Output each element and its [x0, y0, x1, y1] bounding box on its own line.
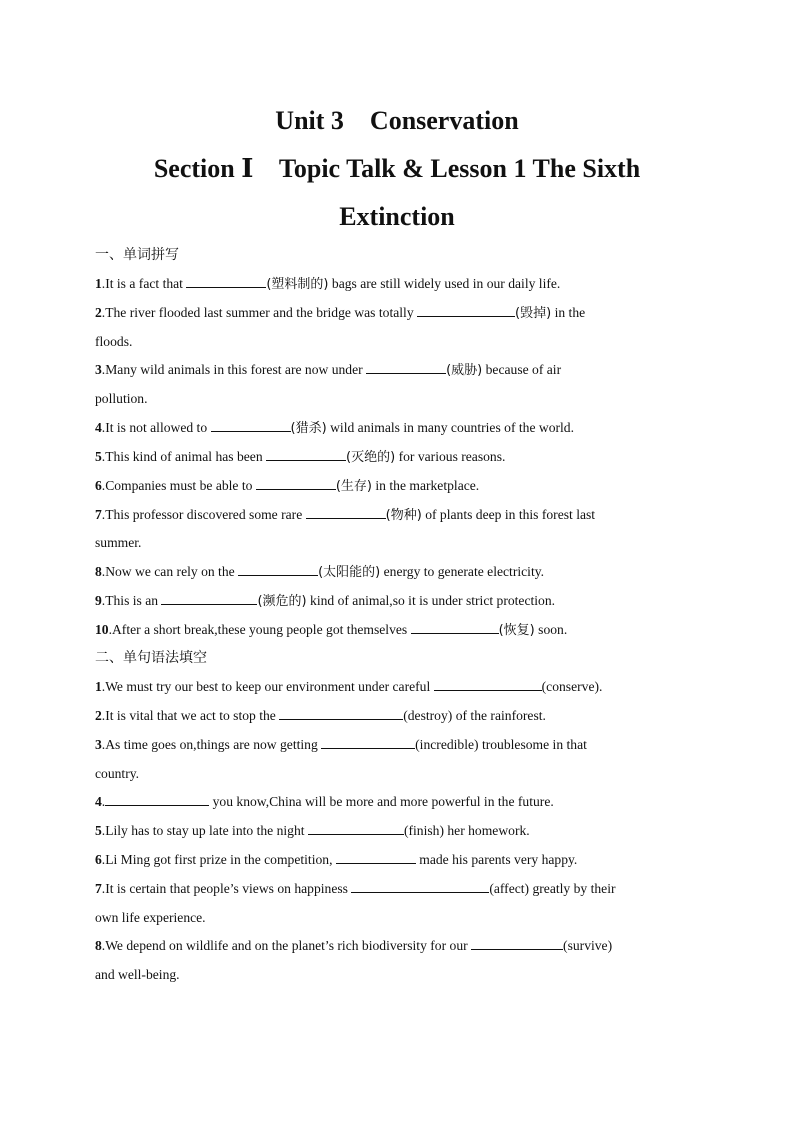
question-number: 7 — [95, 507, 102, 522]
question-hint: (生存) — [335, 479, 372, 494]
part2-question-5 — [95, 821, 695, 841]
part1-question-9 — [95, 591, 695, 612]
answer-blank[interactable] — [211, 418, 291, 432]
question-number: 6 — [95, 478, 102, 493]
question-number: 6 — [95, 852, 102, 867]
question-text: of plants deep in this forest last — [421, 507, 596, 522]
question-text: .This is an — [101, 593, 162, 608]
answer-blank[interactable] — [471, 936, 563, 950]
question-text: you know,China will be more and more powerful in the future. — [209, 794, 554, 809]
question-hint: (灭绝的) — [346, 450, 396, 465]
part2-question-8 — [95, 936, 695, 956]
question-text: energy to generate electricity. — [380, 564, 545, 579]
question-hint: (毁掉) — [515, 306, 552, 321]
answer-blank[interactable] — [161, 591, 257, 605]
part2-question-8-cont: and well-being. — [95, 967, 180, 982]
question-hint: (塑料制的) — [266, 277, 329, 292]
answer-blank[interactable] — [308, 821, 404, 835]
question-text: .The river flooded last summer and the bridge was totally — [101, 305, 418, 320]
question-number: 3 — [95, 362, 102, 377]
question-number: 2 — [95, 708, 102, 723]
part1-question-3-cont: pollution. — [95, 391, 148, 406]
part1-question-1 — [95, 274, 695, 295]
question-text: .As time goes on,things are now getting — [101, 737, 322, 752]
question-text: because of air — [482, 362, 562, 377]
part2-question-3 — [95, 735, 695, 755]
part1-question-7-cont: summer. — [95, 535, 142, 550]
question-text: .This professor discovered some rare — [101, 507, 306, 522]
part1-question-3 — [95, 360, 695, 381]
question-text: .It is a fact that — [101, 276, 187, 291]
question-text: in the marketplace. — [372, 478, 480, 493]
part2-question-7 — [95, 879, 695, 899]
question-hint: (物种) — [385, 508, 422, 523]
part2-question-3-cont: country. — [95, 766, 140, 781]
question-text: in the — [551, 305, 586, 320]
answer-blank[interactable] — [434, 677, 542, 691]
part1-question-8 — [95, 562, 695, 583]
question-hint: (survive) — [563, 938, 613, 953]
answer-blank[interactable] — [256, 476, 336, 490]
question-number: 3 — [95, 737, 102, 752]
question-text: soon. — [534, 622, 568, 637]
question-hint: (濒危的) — [257, 594, 307, 609]
question-hint: (finish) her homework. — [403, 823, 530, 838]
title-line-3: Extinction — [339, 202, 455, 231]
question-text: .Now we can rely on the — [101, 564, 239, 579]
question-text: .It is not allowed to — [101, 420, 211, 435]
question-hint: (destroy) of the rainforest. — [403, 708, 546, 723]
answer-blank[interactable] — [351, 879, 489, 893]
question-text: .This kind of animal has been — [101, 449, 267, 464]
answer-blank[interactable] — [417, 303, 515, 317]
answer-blank[interactable] — [411, 620, 499, 634]
part2-heading: 二、单句语法填空 — [95, 650, 207, 666]
question-hint: (威胁) — [446, 363, 483, 378]
question-number: 1 — [95, 276, 102, 291]
part1-question-4 — [95, 418, 695, 439]
part2-question-6 — [95, 850, 695, 870]
title-line-1: Unit 3 Conservation — [275, 106, 519, 135]
question-text: .Lily has to stay up late into the night — [101, 823, 308, 838]
answer-blank[interactable] — [306, 505, 386, 519]
question-text: bags are still widely used in our daily life. — [328, 276, 561, 291]
question-text: wild animals in many countries of the world. — [326, 420, 574, 435]
part2-question-1 — [95, 677, 695, 697]
part2-question-2 — [95, 706, 695, 726]
question-hint: (incredible) troublesome in that — [415, 737, 587, 752]
question-number: 2 — [95, 305, 102, 320]
answer-blank[interactable] — [105, 792, 209, 806]
question-hint: (太阳能的) — [318, 565, 381, 580]
question-number: 1 — [95, 679, 102, 694]
answer-blank[interactable] — [366, 360, 446, 374]
question-text: .It is certain that people’s views on happiness — [101, 881, 352, 896]
question-text: for various reasons. — [395, 449, 506, 464]
question-hint: (恢复) — [498, 623, 535, 638]
question-number: 4 — [95, 794, 102, 809]
answer-blank[interactable] — [321, 735, 415, 749]
answer-blank[interactable] — [186, 274, 266, 288]
question-text: . — [101, 794, 106, 809]
question-text: .We must try our best to keep our environment under careful — [101, 679, 434, 694]
question-text: made his parents very happy. — [415, 852, 578, 867]
part1-question-2-cont: floods. — [95, 334, 133, 349]
part1-question-5 — [95, 447, 695, 468]
part1-question-2 — [95, 303, 695, 324]
question-number: 9 — [95, 593, 102, 608]
part1-heading: 一、单词拼写 — [95, 247, 179, 263]
title-line-2: Section Ⅰ Topic Talk & Lesson 1 The Sixth — [153, 154, 641, 183]
answer-blank[interactable] — [238, 562, 318, 576]
question-hint: (affect) greatly by their — [489, 881, 616, 896]
answer-blank[interactable] — [266, 447, 346, 461]
question-number: 8 — [95, 564, 102, 579]
question-number: 10 — [95, 622, 109, 637]
question-text: .We depend on wildlife and on the planet’s rich biodiversity for our — [101, 938, 472, 953]
answer-blank[interactable] — [336, 850, 416, 864]
part2-question-4 — [95, 792, 695, 812]
question-number: 5 — [95, 823, 102, 838]
part1-question-6 — [95, 476, 695, 497]
question-text: .After a short break,these young people got themselves — [108, 622, 411, 637]
question-hint: (conserve). — [541, 679, 603, 694]
part1-question-10 — [95, 620, 695, 641]
question-text: .Li Ming got first prize in the competition, — [101, 852, 336, 867]
question-text: .Companies must be able to — [101, 478, 256, 493]
question-number: 7 — [95, 881, 102, 896]
question-hint: (猎杀) — [290, 421, 327, 436]
question-text: .It is vital that we act to stop the — [101, 708, 280, 723]
question-text: kind of animal,so it is under strict protection. — [306, 593, 556, 608]
question-number: 5 — [95, 449, 102, 464]
question-text: .Many wild animals in this forest are now under — [101, 362, 367, 377]
answer-blank[interactable] — [279, 706, 403, 720]
question-number: 8 — [95, 938, 102, 953]
part2-question-7-cont: own life experience. — [95, 910, 206, 925]
question-number: 4 — [95, 420, 102, 435]
part1-question-7 — [95, 505, 695, 526]
